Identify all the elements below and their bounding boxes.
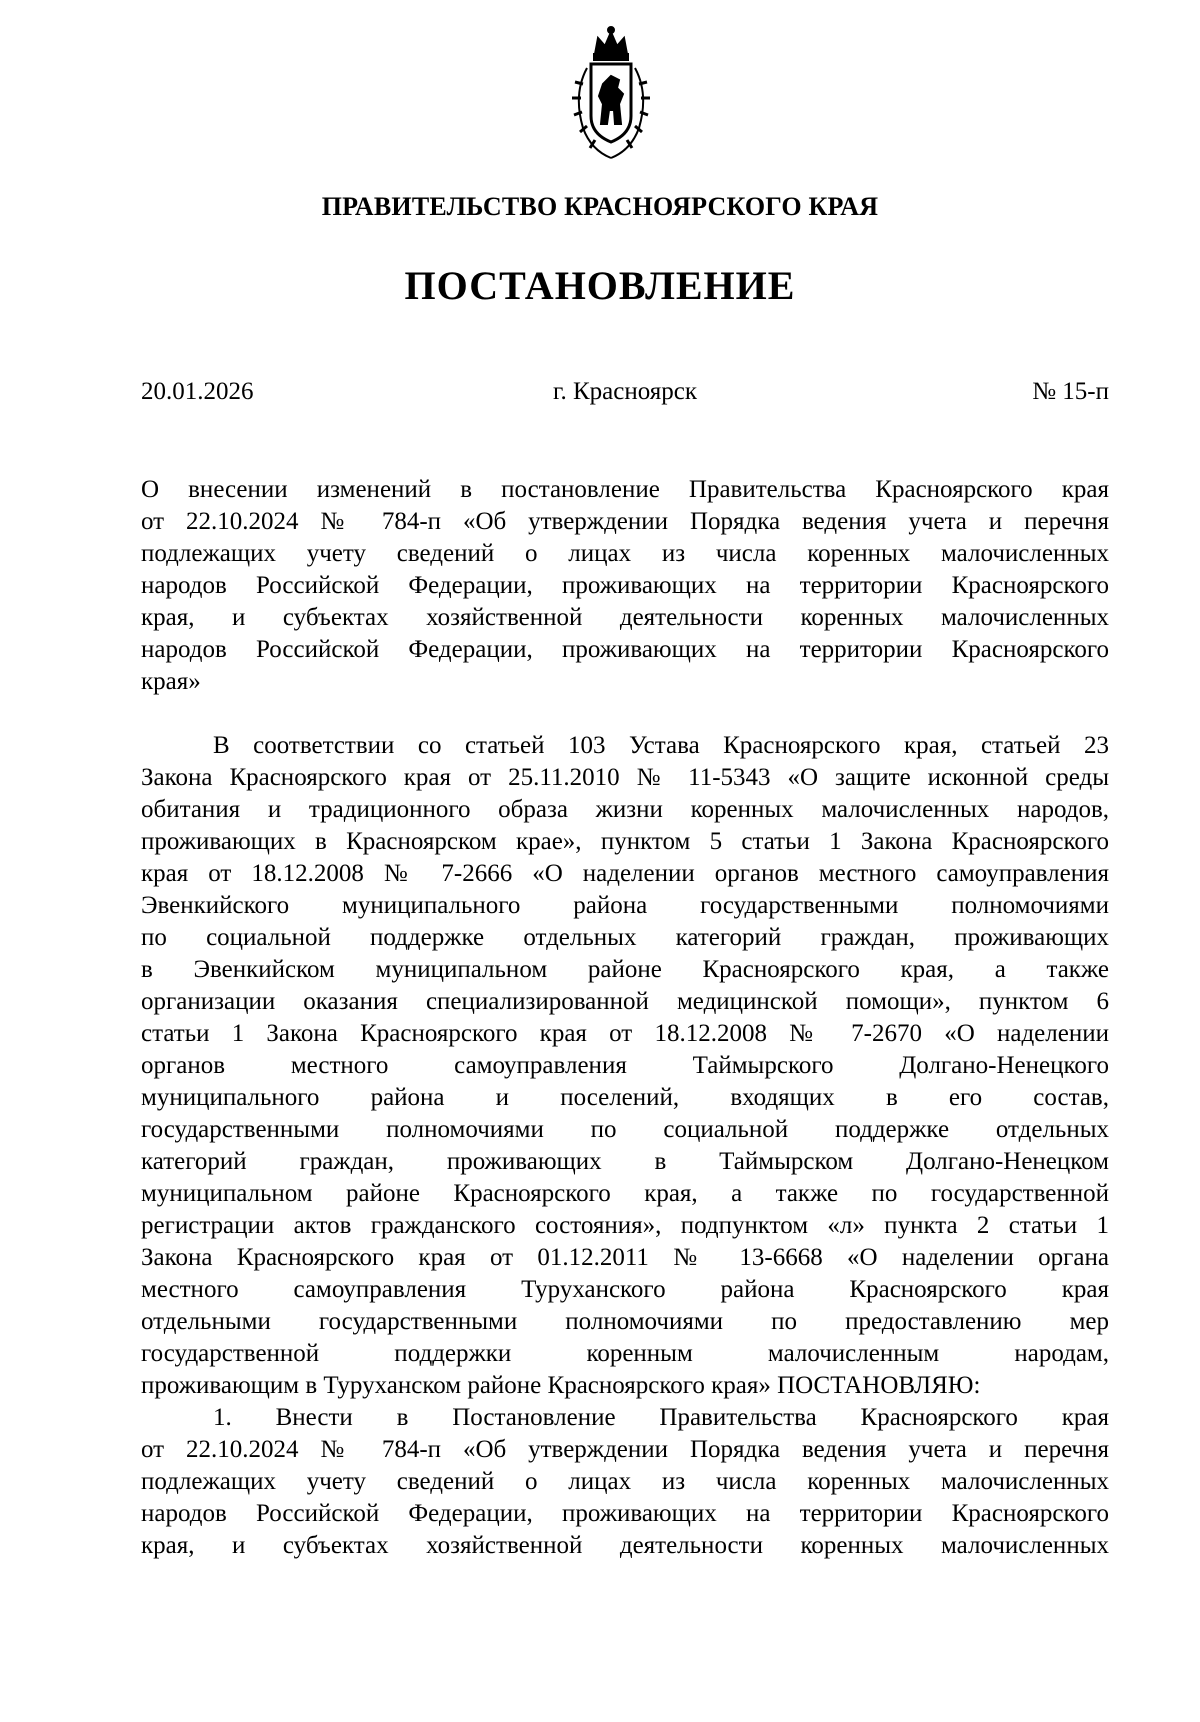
body-line: в Эвенкийском муниципальном районе Красноярского края, а также — [141, 956, 1109, 983]
document-type-heading: ПОСТАНОВЛЕНИЕ — [404, 263, 796, 308]
body-line: государственной поддержки коренным малочисленным народам, — [141, 1340, 1109, 1367]
body-line: государственными полномочиями по социальной поддержке отдельных — [141, 1116, 1109, 1143]
body-line: регистрации актов гражданского состояния», подпунктом «л» пункта 2 статьи 1 — [141, 1212, 1109, 1239]
subject-line: от 22.10.2024 № 784-п «Об утверждении Порядка ведения учета и перечня — [141, 508, 1109, 535]
body-line: В соответствии со статьей 103 Устава Красноярского края, статьей 23 — [213, 732, 1109, 759]
body-line: подлежащих учету сведений о лицах из числа коренных малочисленных — [141, 1468, 1109, 1495]
body-line: проживающим в Туруханском районе Красноярского края» ПОСТАНОВЛЯЮ: — [141, 1372, 981, 1399]
body-line: муниципальном районе Красноярского края, а также по государственной — [141, 1180, 1109, 1207]
body-line: органов местного самоуправления Таймырского Долгано-Ненецкого — [141, 1052, 1109, 1079]
body-line: проживающих в Красноярском крае», пунктом 5 статьи 1 Закона Красноярского — [141, 828, 1109, 855]
document-meta-row — [141, 378, 1109, 412]
body-line: края, и субъектах хозяйственной деятельности коренных малочисленных — [141, 1532, 1109, 1559]
subject-line: подлежащих учету сведений о лицах из числа коренных малочисленных — [141, 540, 1109, 567]
document-date: 20.01.2026 — [141, 378, 254, 405]
body-line: муниципального района и поселений, входящих в его состав, — [141, 1084, 1109, 1111]
body-line: народов Российской Федерации, проживающих на территории Красноярского — [141, 1500, 1109, 1527]
document-city: г. Красноярск — [553, 378, 697, 405]
body-line: Эвенкийского муниципального района государственными полномочиями — [141, 892, 1109, 919]
subject-line: народов Российской Федерации, проживающих на территории Красноярского — [141, 636, 1109, 663]
body-line: обитания и традиционного образа жизни коренных малочисленных народов, — [141, 796, 1109, 823]
subject-line: края, и субъектах хозяйственной деятельности коренных малочисленных — [141, 604, 1109, 631]
body-line: организации оказания специализированной медицинской помощи», пунктом 6 — [141, 988, 1109, 1015]
body-line: статьи 1 Закона Красноярского края от 18.12.2008 № 7-2670 «О наделении — [141, 1020, 1109, 1047]
document-number: № 15-п — [1032, 378, 1109, 405]
document-subject — [141, 474, 1109, 698]
body-line: 1. Внести в Постановление Правительства Красноярского края — [213, 1404, 1109, 1431]
body-line: категорий граждан, проживающих в Таймырском Долгано-Ненецком — [141, 1148, 1109, 1175]
subject-line: О внесении изменений в постановление Правительства Красноярского края — [141, 476, 1109, 503]
coat-of-arms-icon — [565, 24, 657, 164]
document-body — [141, 730, 1109, 1562]
subject-line: края» — [141, 668, 201, 695]
government-title: ПРАВИТЕЛЬСТВО КРАСНОЯРСКОГО КРАЯ — [321, 192, 879, 221]
body-line: по социальной поддержке отдельных категорий граждан, проживающих — [141, 924, 1109, 951]
body-line: Закона Красноярского края от 25.11.2010 № 11-5343 «О защите исконной среды — [141, 764, 1109, 791]
body-line: от 22.10.2024 № 784-п «Об утверждении Порядка ведения учета и перечня — [141, 1436, 1109, 1463]
body-line: местного самоуправления Туруханского района Красноярского края — [141, 1276, 1109, 1303]
subject-line: народов Российской Федерации, проживающих на территории Красноярского — [141, 572, 1109, 599]
body-line: Закона Красноярского края от 01.12.2011 № 13-6668 «О наделении органа — [141, 1244, 1109, 1271]
body-line: края от 18.12.2008 № 7-2666 «О наделении органов местного самоуправления — [141, 860, 1109, 887]
body-line: отдельными государственными полномочиями по предоставлению мер — [141, 1308, 1109, 1335]
